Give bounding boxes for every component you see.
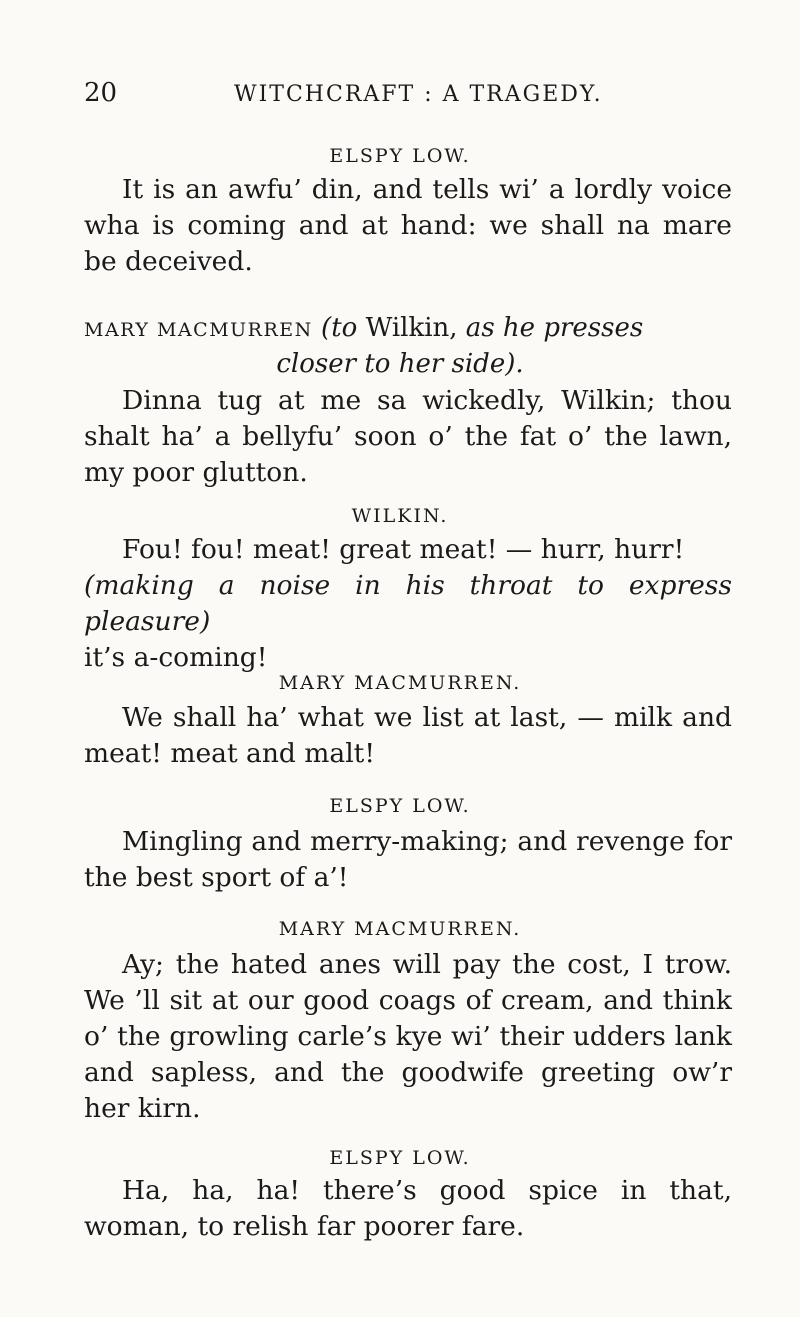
- speaker-label: MARY MACMURREN: [84, 319, 313, 341]
- stage-direction-text-2: closer to her side).: [276, 349, 524, 379]
- speech-text: Fou! fou! meat! great meat! — hurr, hurr!: [122, 534, 685, 565]
- stage-direction-line: [84, 310, 734, 348]
- speaker-label: ELSPY LOW.: [329, 795, 471, 817]
- speech-text: Ha, ha, ha! there’s good spice in that, woman, to relish far poorer fare.: [84, 1175, 732, 1242]
- stage-direction-open: (to: [321, 313, 366, 343]
- stage-direction-name: Wilkin,: [365, 313, 458, 343]
- speaker-label: ELSPY LOW.: [329, 145, 471, 167]
- speech-text: Dinna tug at me sa wickedly, Wilkin; thou shalt ha’ a bellyfu’ soon o’ the fat o’ the lawn, my poor glutton.: [84, 385, 732, 488]
- speaker-label: MARY MACMURREN.: [278, 918, 522, 940]
- speaker-label: WILKIN.: [351, 505, 449, 527]
- speech-text: Mingling and merry-making; and revenge for the best sport of a’!: [84, 826, 732, 893]
- speech-text: Ay; the hated anes will pay the cost, I trow. We ’ll sit at our good coags of cream, and think o’ the growling carle’s kye wi’ their udders lank and sapless, and the goodwife greeting ow’r her kirn.: [84, 949, 732, 1124]
- speech-text: We shall ha’ what we list at last, — milk and meat! meat and malt!: [84, 702, 732, 769]
- stage-direction-cont: [84, 346, 716, 382]
- speaker-label: MARY MACMURREN.: [278, 672, 522, 694]
- speaker-label: ELSPY LOW.: [329, 1147, 471, 1169]
- speech-text: It is an awfu’ din, and tells wi’ a lordly voice wha is coming and at hand: we shall na mare be deceived.: [84, 174, 732, 277]
- stage-direction-text: as he presses: [457, 313, 644, 343]
- page-header: [84, 78, 734, 118]
- speech-text: it’s a-coming!: [84, 642, 268, 673]
- page-number: 20: [84, 78, 118, 108]
- speech-group: [84, 532, 732, 676]
- stage-direction-text: (making a noise in his throat to express pleasure): [84, 570, 732, 637]
- running-title: WITCHCRAFT : A TRAGEDY.: [234, 82, 603, 107]
